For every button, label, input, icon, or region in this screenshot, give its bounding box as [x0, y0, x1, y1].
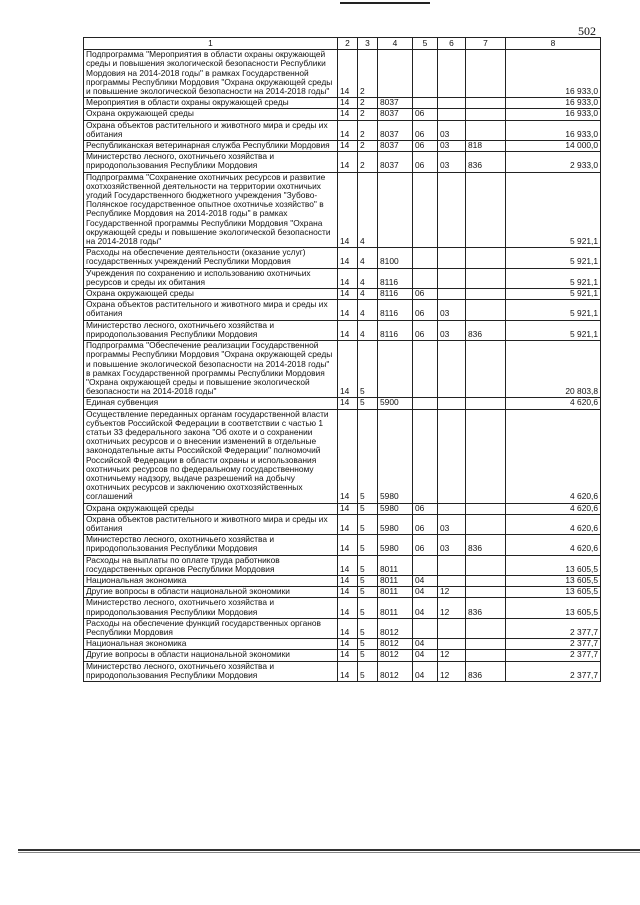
amount-cell: 4 620,6 [506, 503, 601, 514]
col-5-cell: 06 [413, 320, 438, 340]
col-3-cell: 5 [358, 650, 378, 661]
row-name-cell: Министерство лесного, охотничьего хозяйства и природопользования Республики Мордовия [84, 320, 338, 340]
row-name-cell: Подпрограмма "Мероприятия в области охраны окружающей среды и повышения экологической безопасности Республики Мордовия на 2014-2018 годы" в рамках Государственной программы Республики Мордовия "Охрана окружающей среды и повышение экологической безопасности на 2014-2018 годы" [84, 50, 338, 98]
row-name-cell: Другие вопросы в области национальной экономики [84, 650, 338, 661]
col-2-cell: 14 [338, 98, 358, 109]
page-number: 502 [578, 24, 596, 38]
col-6-cell [438, 639, 466, 650]
col-4-cell: 8012 [378, 639, 413, 650]
column-header: 1 [84, 38, 338, 50]
row-name-cell: Охрана объектов растительного и животного мира и среды их обитания [84, 514, 338, 534]
col-7-cell [466, 398, 506, 409]
amount-cell: 16 933,0 [506, 109, 601, 120]
col-7-cell: 818 [466, 141, 506, 152]
amount-cell: 13 605,5 [506, 555, 601, 575]
col-7-cell [466, 639, 506, 650]
row-name-cell: Республиканская ветеринарная служба Республики Мордовия [84, 141, 338, 152]
row-name-cell: Учреждения по сохранению и использованию охотничьих ресурсов и среды их обитания [84, 268, 338, 288]
table-row [84, 248, 601, 268]
col-2-cell: 14 [338, 639, 358, 650]
col-4-cell: 8037 [378, 120, 413, 140]
col-4-cell: 5980 [378, 535, 413, 555]
amount-cell: 16 933,0 [506, 98, 601, 109]
col-5-cell: 04 [413, 639, 438, 650]
col-7-cell [466, 555, 506, 575]
col-7-cell [466, 289, 506, 300]
col-7-cell: 836 [466, 152, 506, 172]
col-7-cell [466, 341, 506, 398]
col-6-cell: 03 [438, 120, 466, 140]
col-2-cell: 14 [338, 575, 358, 586]
col-5-cell: 06 [413, 120, 438, 140]
col-2-cell: 14 [338, 50, 358, 98]
col-5-cell [413, 268, 438, 288]
col-2-cell: 14 [338, 268, 358, 288]
col-3-cell: 2 [358, 98, 378, 109]
col-4-cell: 8037 [378, 109, 413, 120]
col-2-cell: 14 [338, 661, 358, 681]
table-row [84, 50, 601, 98]
col-5-cell: 04 [413, 587, 438, 598]
col-3-cell: 2 [358, 152, 378, 172]
col-2-cell: 14 [338, 409, 358, 503]
row-name-cell: Мероприятия в области охраны окружающей среды [84, 98, 338, 109]
column-header: 4 [378, 38, 413, 50]
table-row [84, 650, 601, 661]
col-6-cell: 03 [438, 514, 466, 534]
col-2-cell: 14 [338, 320, 358, 340]
row-name-cell: Министерство лесного, охотничьего хозяйства и природопользования Республики Мордовия [84, 598, 338, 618]
amount-cell: 20 803,8 [506, 341, 601, 398]
col-4-cell: 8012 [378, 650, 413, 661]
amount-cell: 16 933,0 [506, 120, 601, 140]
row-name-cell: Охрана объектов растительного и животного мира и среды их обитания [84, 120, 338, 140]
row-name-cell: Охрана окружающей среды [84, 503, 338, 514]
col-6-cell: 03 [438, 152, 466, 172]
col-3-cell: 5 [358, 341, 378, 398]
col-6-cell [438, 98, 466, 109]
col-3-cell: 5 [358, 661, 378, 681]
col-3-cell: 4 [358, 268, 378, 288]
col-7-cell [466, 503, 506, 514]
col-7-cell [466, 650, 506, 661]
col-2-cell: 14 [338, 300, 358, 320]
col-2-cell: 14 [338, 650, 358, 661]
col-4-cell: 5980 [378, 503, 413, 514]
scan-bottom-edge-shadow [18, 852, 640, 853]
col-7-cell [466, 50, 506, 98]
table-row [84, 289, 601, 300]
row-name-cell: Охрана объектов растительного и животного мира и среды их обитания [84, 300, 338, 320]
col-6-cell [438, 109, 466, 120]
col-3-cell: 2 [358, 141, 378, 152]
row-name-cell: Единая субвенция [84, 398, 338, 409]
budget-table [83, 37, 601, 682]
col-3-cell: 4 [358, 248, 378, 268]
col-3-cell: 4 [358, 172, 378, 248]
col-2-cell: 14 [338, 120, 358, 140]
col-6-cell [438, 409, 466, 503]
col-2-cell: 14 [338, 503, 358, 514]
amount-cell: 2 377,7 [506, 661, 601, 681]
table-row [84, 503, 601, 514]
table-row [84, 587, 601, 598]
table-row [84, 141, 601, 152]
col-5-cell: 06 [413, 109, 438, 120]
col-6-cell [438, 248, 466, 268]
amount-cell: 16 933,0 [506, 50, 601, 98]
col-5-cell: 06 [413, 514, 438, 534]
col-3-cell: 5 [358, 639, 378, 650]
col-7-cell: 836 [466, 661, 506, 681]
amount-cell: 5 921,1 [506, 172, 601, 248]
table-row [84, 555, 601, 575]
amount-cell: 13 605,5 [506, 587, 601, 598]
amount-cell: 4 620,6 [506, 514, 601, 534]
col-5-cell: 06 [413, 141, 438, 152]
col-2-cell: 14 [338, 618, 358, 638]
col-3-cell: 2 [358, 120, 378, 140]
col-5-cell: 06 [413, 289, 438, 300]
column-header: 7 [466, 38, 506, 50]
table-row [84, 320, 601, 340]
col-6-cell: 03 [438, 300, 466, 320]
row-name-cell: Расходы на обеспечение деятельности (оказание услуг) государственных учреждений Республики Мордовия [84, 248, 338, 268]
amount-cell: 2 377,7 [506, 639, 601, 650]
col-3-cell: 4 [358, 289, 378, 300]
row-name-cell: Министерство лесного, охотничьего хозяйства и природопользования Республики Мордовия [84, 152, 338, 172]
col-7-cell [466, 587, 506, 598]
col-5-cell [413, 555, 438, 575]
col-4-cell: 8037 [378, 141, 413, 152]
row-name-cell: Осуществление переданных органам государственной власти субъектов Российской Федерации в соответствии с частью 1 статьи 33 федерального закона "Об охоте и о сохранении охотничьих ресурсов и о внесении изменений в отдельные законодательные акты Российской Федерации" полномочий Российской Федерации в области охраны и использования охотничьих ресурсов по федеральному государственному охотничьему надзору, выдаче разрешений на добычу охотничьих ресурсов и заключению охотхозяйственных соглашений [84, 409, 338, 503]
col-4-cell: 5900 [378, 398, 413, 409]
col-4-cell: 8116 [378, 300, 413, 320]
col-3-cell: 5 [358, 409, 378, 503]
col-7-cell [466, 300, 506, 320]
amount-cell: 5 921,1 [506, 320, 601, 340]
col-2-cell: 14 [338, 341, 358, 398]
col-2-cell: 14 [338, 152, 358, 172]
col-2-cell: 14 [338, 514, 358, 534]
row-name-cell: Подпрограмма "Обеспечение реализации Государственной программы Республики Мордовия "Охрана окружающей среды и повышение экологической безопасности на 2014-2018 годы" в рамках Государственной программы Республики Мордовия "Охрана окружающей среды и повышение экологической безопасности на 2014-2018 годы" [84, 341, 338, 398]
table-row [84, 341, 601, 398]
col-3-cell: 2 [358, 50, 378, 98]
col-2-cell: 14 [338, 398, 358, 409]
col-6-cell [438, 50, 466, 98]
table-row [84, 300, 601, 320]
col-4-cell: 8116 [378, 268, 413, 288]
col-2-cell: 14 [338, 535, 358, 555]
col-5-cell [413, 172, 438, 248]
table-row [84, 618, 601, 638]
table-row [84, 152, 601, 172]
amount-cell: 14 000,0 [506, 141, 601, 152]
table-row [84, 535, 601, 555]
row-name-cell: Другие вопросы в области национальной экономики [84, 587, 338, 598]
col-7-cell [466, 172, 506, 248]
col-3-cell: 5 [358, 503, 378, 514]
col-4-cell: 5980 [378, 514, 413, 534]
col-4-cell: 8011 [378, 598, 413, 618]
col-7-cell: 836 [466, 320, 506, 340]
table-row [84, 109, 601, 120]
col-4-cell: 8037 [378, 152, 413, 172]
table-row [84, 98, 601, 109]
col-5-cell: 04 [413, 661, 438, 681]
col-2-cell: 14 [338, 248, 358, 268]
table-row [84, 514, 601, 534]
row-name-cell: Национальная экономика [84, 639, 338, 650]
row-name-cell: Расходы на выплаты по оплате труда работников государственных органов Республики Мордовия [84, 555, 338, 575]
amount-cell: 5 921,1 [506, 289, 601, 300]
col-2-cell: 14 [338, 109, 358, 120]
col-3-cell: 5 [358, 514, 378, 534]
col-5-cell [413, 409, 438, 503]
table-body [84, 50, 601, 682]
column-header: 8 [506, 38, 601, 50]
row-name-cell: Национальная экономика [84, 575, 338, 586]
col-5-cell [413, 341, 438, 398]
col-3-cell: 4 [358, 300, 378, 320]
col-5-cell: 06 [413, 300, 438, 320]
col-7-cell [466, 575, 506, 586]
table-row [84, 409, 601, 503]
amount-cell: 2 933,0 [506, 152, 601, 172]
col-3-cell: 4 [358, 320, 378, 340]
row-name-cell: Охрана окружающей среды [84, 289, 338, 300]
col-5-cell: 06 [413, 152, 438, 172]
table-row [84, 661, 601, 681]
col-6-cell [438, 341, 466, 398]
table-row [84, 598, 601, 618]
col-6-cell: 03 [438, 141, 466, 152]
col-2-cell: 14 [338, 555, 358, 575]
table-row [84, 639, 601, 650]
amount-cell: 4 620,6 [506, 398, 601, 409]
amount-cell: 4 620,6 [506, 535, 601, 555]
col-6-cell [438, 503, 466, 514]
col-6-cell: 12 [438, 598, 466, 618]
col-2-cell: 14 [338, 598, 358, 618]
table-row [84, 575, 601, 586]
col-5-cell: 04 [413, 598, 438, 618]
col-6-cell: 12 [438, 650, 466, 661]
col-6-cell: 03 [438, 535, 466, 555]
col-4-cell [378, 172, 413, 248]
amount-cell: 5 921,1 [506, 248, 601, 268]
col-2-cell: 14 [338, 172, 358, 248]
row-name-cell: Расходы на обеспечение функций государственных органов Республики Мордовия [84, 618, 338, 638]
col-4-cell: 8037 [378, 98, 413, 109]
col-4-cell: 8012 [378, 661, 413, 681]
col-5-cell: 06 [413, 535, 438, 555]
col-5-cell [413, 618, 438, 638]
col-7-cell [466, 98, 506, 109]
col-4-cell: 8116 [378, 320, 413, 340]
header-row [84, 38, 601, 50]
scan-top-mark [340, 2, 430, 9]
table-row [84, 398, 601, 409]
col-5-cell: 04 [413, 650, 438, 661]
row-name-cell: Подпрограмма "Сохранение охотничьих ресурсов и развитие охотхозяйственной деятельности на территории охотничьих угодий Государственного бюджетного учреждения "Зубово-Полянское государственное опытное охотничье хозяйство" в Республике Мордовия на 2014-2018 годы" в рамках Государственной программы Республики Мордовия "Охрана окружающей среды и повышение экологической безопасности на 2014-2018 годы" [84, 172, 338, 248]
col-6-cell: 03 [438, 320, 466, 340]
col-7-cell [466, 618, 506, 638]
col-7-cell [466, 409, 506, 503]
col-7-cell: 836 [466, 535, 506, 555]
col-6-cell [438, 618, 466, 638]
col-3-cell: 5 [358, 598, 378, 618]
column-header: 5 [413, 38, 438, 50]
col-3-cell: 5 [358, 535, 378, 555]
col-5-cell [413, 50, 438, 98]
column-header: 2 [338, 38, 358, 50]
col-4-cell [378, 341, 413, 398]
col-6-cell: 12 [438, 587, 466, 598]
col-7-cell [466, 514, 506, 534]
col-6-cell [438, 555, 466, 575]
scan-bottom-edge [18, 849, 640, 851]
table-row [84, 172, 601, 248]
amount-cell: 4 620,6 [506, 409, 601, 503]
col-4-cell: 8011 [378, 575, 413, 586]
col-5-cell: 06 [413, 503, 438, 514]
col-5-cell: 04 [413, 575, 438, 586]
col-5-cell [413, 248, 438, 268]
amount-cell: 13 605,5 [506, 598, 601, 618]
amount-cell: 2 377,7 [506, 650, 601, 661]
amount-cell: 2 377,7 [506, 618, 601, 638]
col-2-cell: 14 [338, 289, 358, 300]
col-3-cell: 5 [358, 398, 378, 409]
amount-cell: 13 605,5 [506, 575, 601, 586]
col-3-cell: 5 [358, 587, 378, 598]
col-6-cell [438, 289, 466, 300]
table-row [84, 268, 601, 288]
col-7-cell [466, 120, 506, 140]
row-name-cell: Министерство лесного, охотничьего хозяйства и природопользования Республики Мордовия [84, 535, 338, 555]
col-3-cell: 5 [358, 555, 378, 575]
col-7-cell: 836 [466, 598, 506, 618]
col-3-cell: 2 [358, 109, 378, 120]
col-4-cell: 8011 [378, 587, 413, 598]
col-6-cell: 12 [438, 661, 466, 681]
col-4-cell: 8012 [378, 618, 413, 638]
col-4-cell: 8100 [378, 248, 413, 268]
amount-cell: 5 921,1 [506, 300, 601, 320]
col-2-cell: 14 [338, 587, 358, 598]
col-4-cell: 5980 [378, 409, 413, 503]
col-2-cell: 14 [338, 141, 358, 152]
col-7-cell [466, 248, 506, 268]
col-7-cell [466, 109, 506, 120]
col-3-cell: 5 [358, 618, 378, 638]
table-row [84, 120, 601, 140]
col-6-cell [438, 268, 466, 288]
col-4-cell [378, 50, 413, 98]
column-header: 3 [358, 38, 378, 50]
column-header: 6 [438, 38, 466, 50]
col-4-cell: 8011 [378, 555, 413, 575]
col-7-cell [466, 268, 506, 288]
col-5-cell [413, 398, 438, 409]
row-name-cell: Министерство лесного, охотничьего хозяйства и природопользования Республики Мордовия [84, 661, 338, 681]
col-6-cell [438, 398, 466, 409]
col-6-cell [438, 172, 466, 248]
amount-cell: 5 921,1 [506, 268, 601, 288]
col-4-cell: 8116 [378, 289, 413, 300]
col-3-cell: 5 [358, 575, 378, 586]
row-name-cell: Охрана окружающей среды [84, 109, 338, 120]
col-6-cell [438, 575, 466, 586]
col-5-cell [413, 98, 438, 109]
